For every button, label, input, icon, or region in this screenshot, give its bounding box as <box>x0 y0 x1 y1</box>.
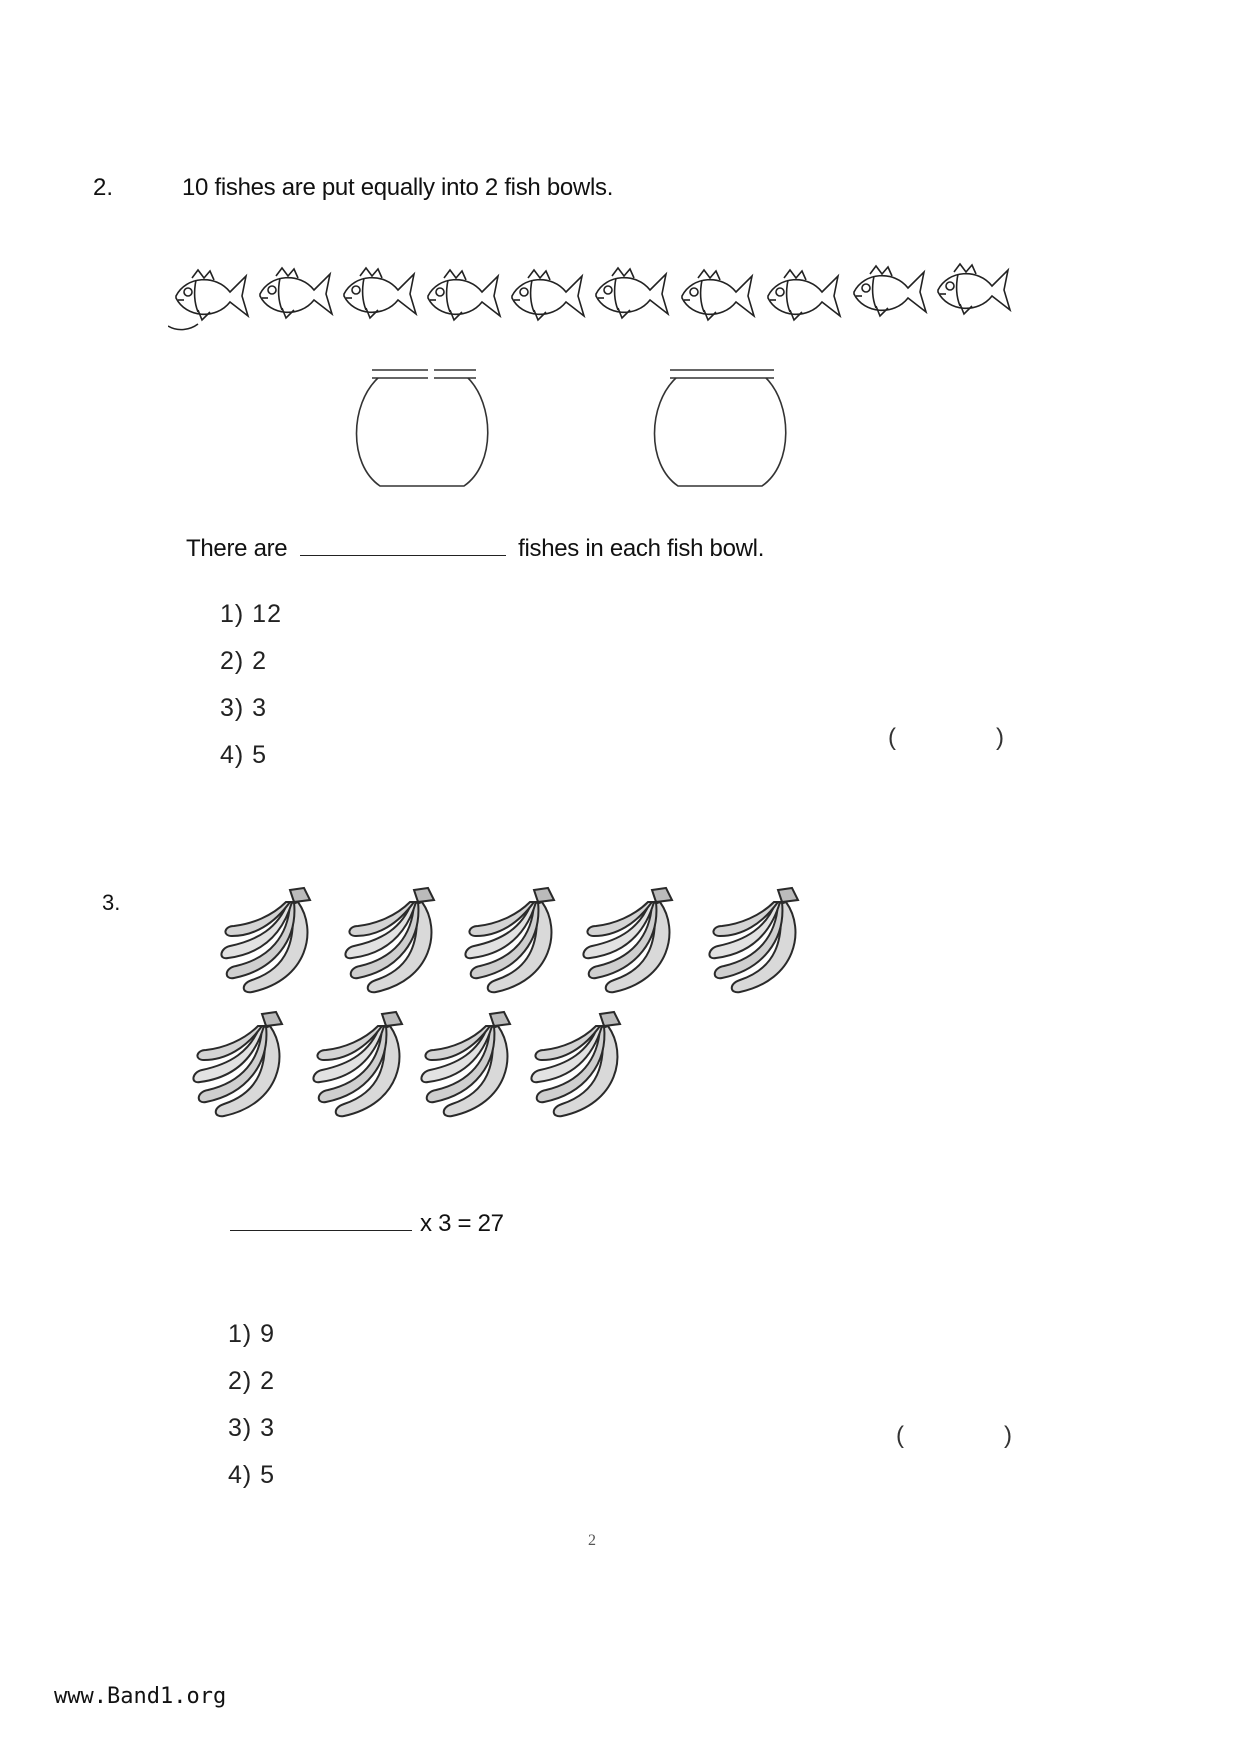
equation-blank[interactable] <box>230 1208 412 1231</box>
equation-text: x 3 = 27 <box>420 1210 504 1237</box>
page-number: 2 <box>588 1532 596 1549</box>
banana-bunches <box>190 880 840 1140</box>
option-item: 4) 5 <box>220 741 268 769</box>
option-item: 2) 2 <box>228 1367 276 1395</box>
question-2-text: 10 fishes are put equally into 2 fish bowls. <box>182 174 614 201</box>
sentence-after: fishes in each fish bowl. <box>518 535 765 562</box>
banana-bunch-icon <box>345 888 434 992</box>
fish-icon <box>682 270 754 320</box>
option-item: 4) 5 <box>228 1461 276 1489</box>
sentence-before: There are <box>186 535 288 562</box>
footer-url[interactable]: www.Band1.org <box>54 1684 227 1709</box>
fish-row <box>168 258 1018 338</box>
answer-bracket-open: ( <box>896 1422 904 1449</box>
banana-bunch-icon <box>531 1012 620 1116</box>
option-item: 2) 2 <box>220 647 268 675</box>
banana-bunch-icon <box>313 1012 402 1116</box>
banana-bunch-icon <box>709 888 798 992</box>
question-3-equation <box>230 1208 504 1238</box>
banana-bunch-icon <box>221 888 310 992</box>
answer-box[interactable] <box>900 724 1000 752</box>
fish-icon <box>854 266 926 316</box>
fish-icon <box>176 270 248 320</box>
banana-bunch-icon <box>465 888 554 992</box>
fish-bowl-icon <box>648 364 798 494</box>
answer-box[interactable] <box>908 1422 1004 1450</box>
option-item: 3) 3 <box>228 1414 276 1442</box>
fish-icon <box>596 268 668 318</box>
fish-icon <box>260 268 332 318</box>
answer-bracket-close: ) <box>996 724 1004 751</box>
fish-icon <box>512 270 584 320</box>
fish-bowl-icon <box>350 364 500 494</box>
banana-bunch-icon <box>583 888 672 992</box>
option-item: 1) 12 <box>220 600 282 628</box>
fish-icon <box>344 268 416 318</box>
question-3-number: 3. <box>102 890 121 915</box>
fish-icon <box>938 264 1010 314</box>
banana-bunch-icon <box>421 1012 510 1116</box>
answer-blank[interactable] <box>300 533 506 556</box>
option-item: 3) 3 <box>220 694 268 722</box>
banana-bunch-icon <box>193 1012 282 1116</box>
question-2-sentence <box>186 533 764 563</box>
question-2-number: 2. <box>93 174 114 201</box>
answer-bracket-close: ) <box>1004 1422 1012 1449</box>
answer-bracket-open: ( <box>888 724 896 751</box>
fish-icon <box>768 270 840 320</box>
fish-icon <box>428 270 500 320</box>
option-item: 1) 9 <box>228 1320 276 1348</box>
